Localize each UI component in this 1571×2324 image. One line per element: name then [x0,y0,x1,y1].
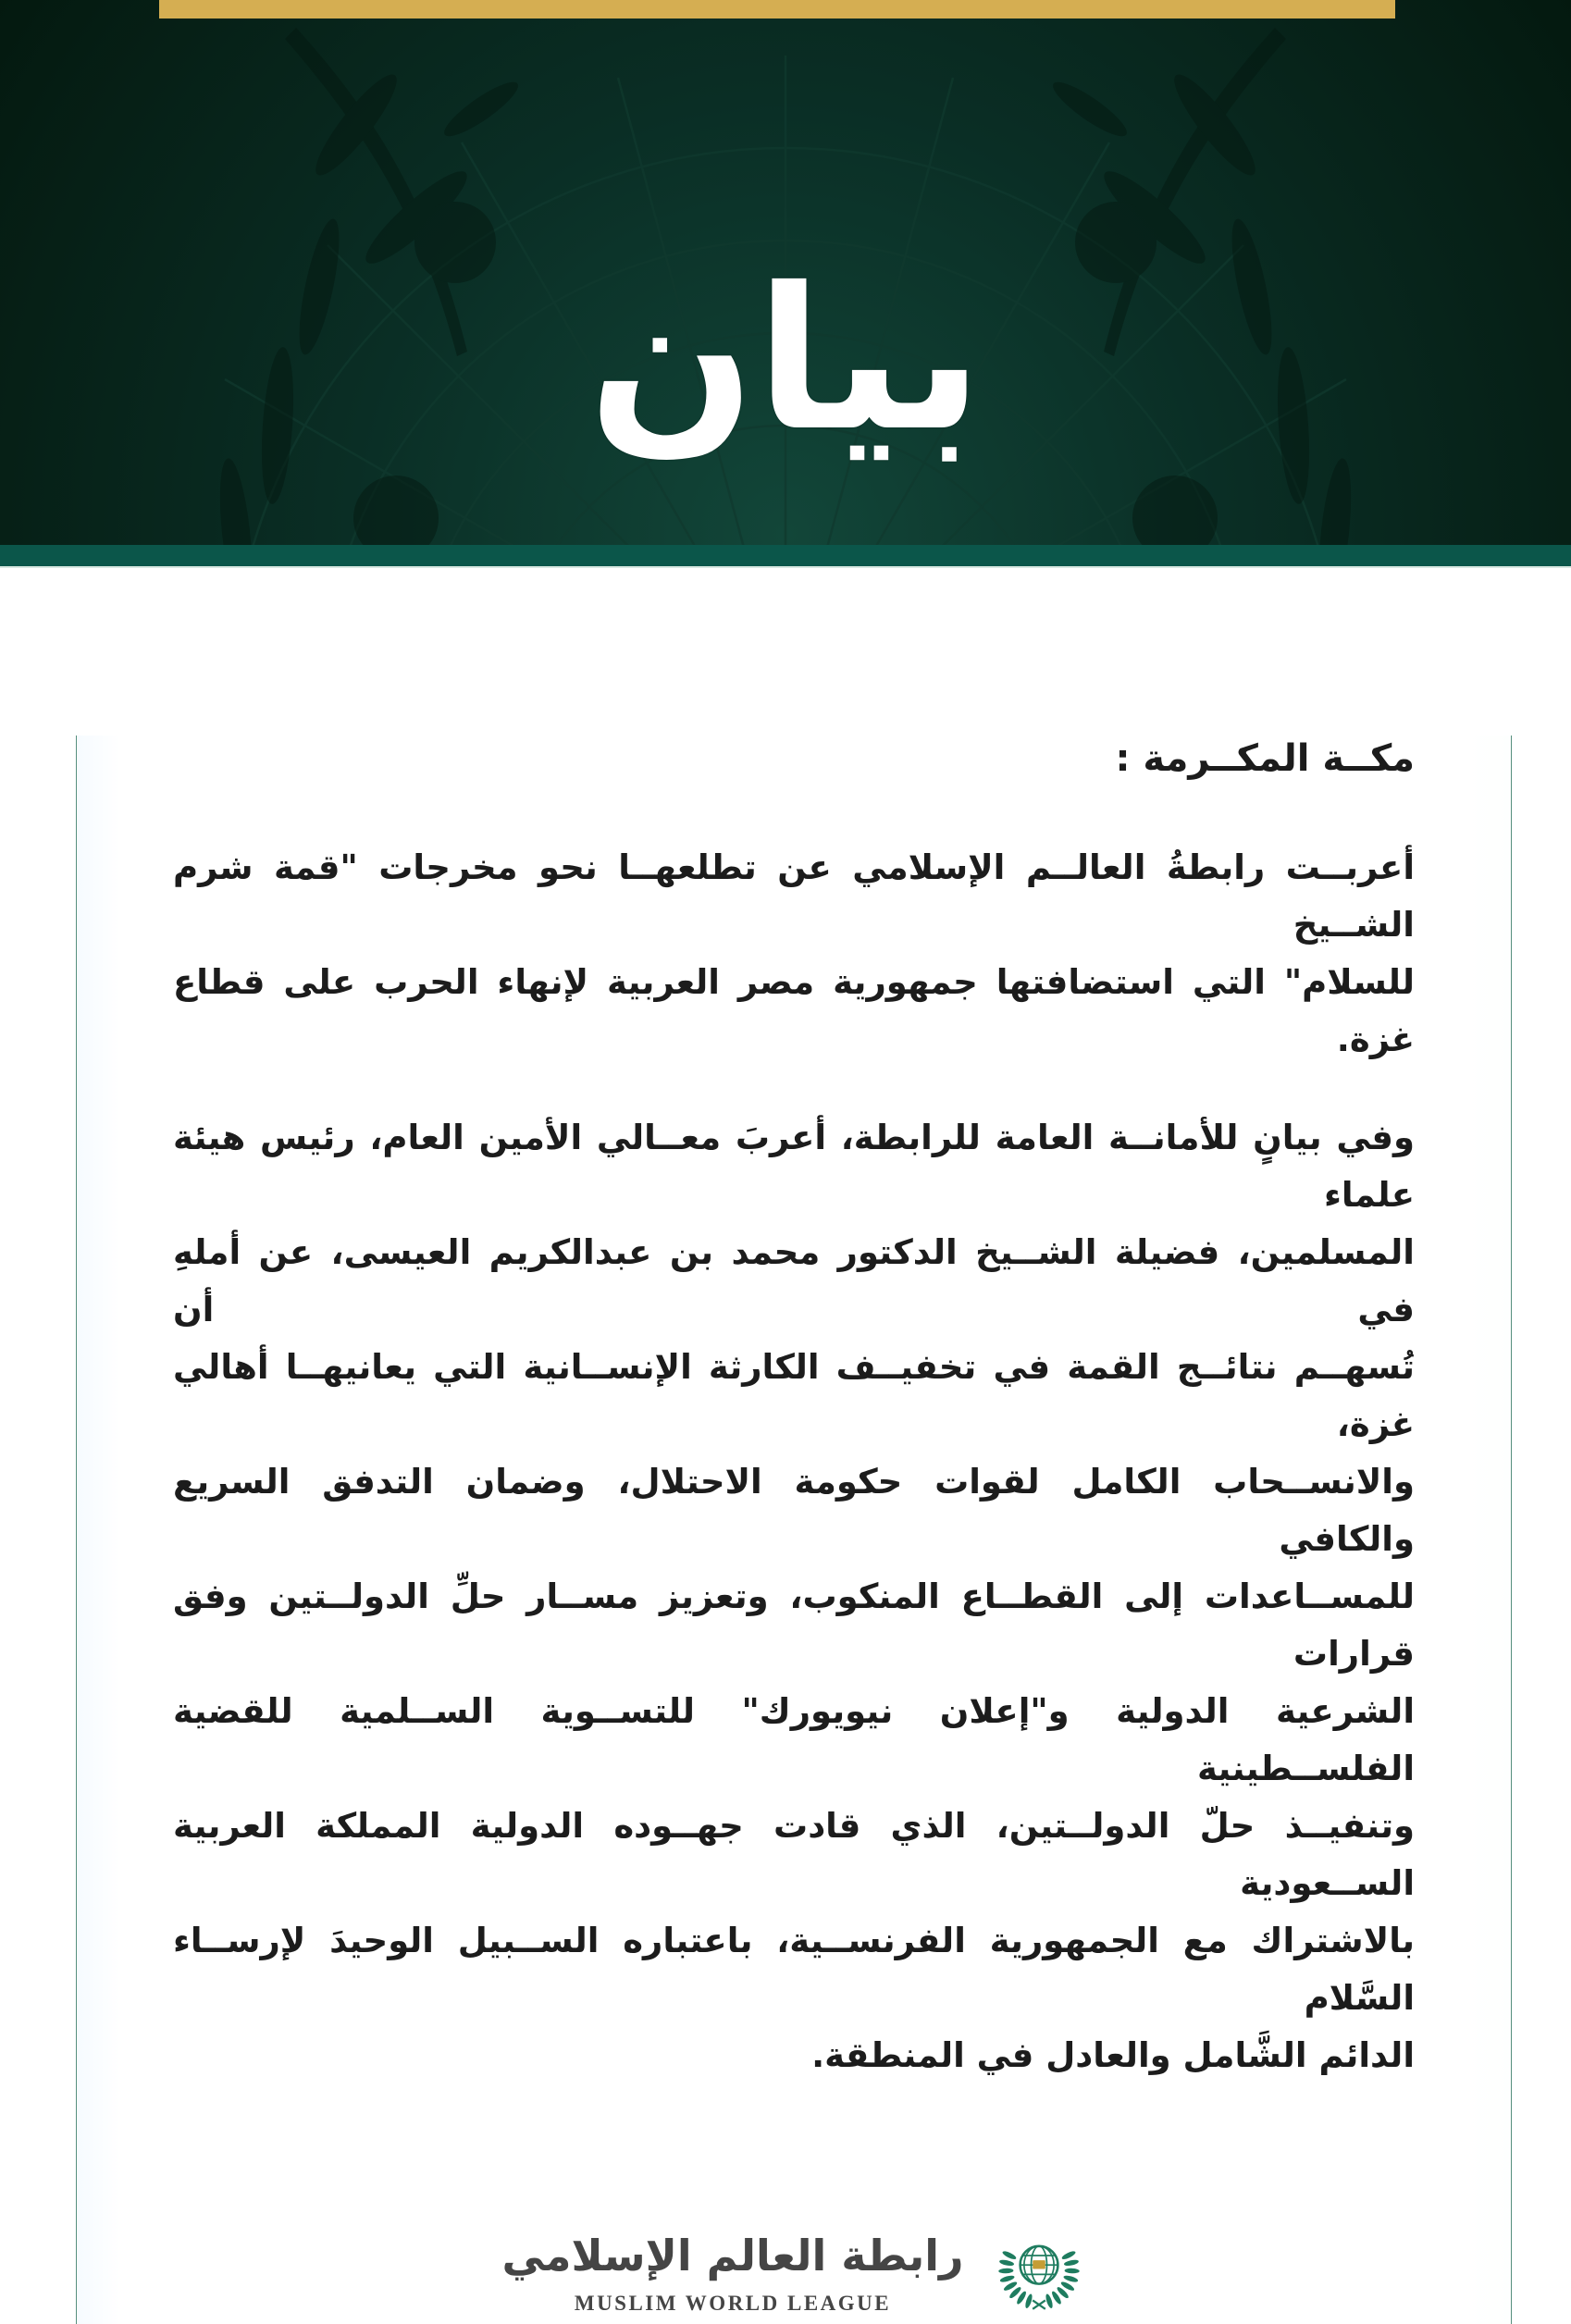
paragraph-2 [173,1109,1415,2084]
text-line: المسلمين، فضيلة الشــيخ الدكتور محمد بن عبدالكريم العيسى، عن أملهِ في أن [173,1232,1415,1329]
statement-title-calligraphy: بيان [588,245,983,474]
mwl-arabic-calligraphy: رابطة العالم الإسلامي [501,2230,964,2281]
dateline-heading: مكــة المكــرمة : [1115,737,1415,780]
gold-accent-bar [159,0,1395,19]
mwl-english-name: MUSLIM WORLD LEAGUE [574,2292,892,2316]
text-line: بالاشتراك مع الجمهورية الفرنســية، باعتباره الســبيل الوحيدَ لإرســاء السَّلام [173,1921,1415,2018]
text-line: وفي بيانٍ للأمانــة العامة للرابطة، أعربَ معــالي الأمين العام، رئيس هيئة علماء [173,1118,1415,1215]
teal-divider-strip [0,545,1571,566]
text-line: للمســاعدات إلى القطــاع المنكوب، وتعزيز مســار حلِّ الدولــتين وفق قرارات [173,1576,1415,1674]
mwl-logo [173,2219,1415,2324]
paragraph-1 [173,839,1415,1069]
text-line: تُسهــم نتائــج القمة في تخفيــف الكارثة الإنســانية التي يعانيهــا أهالي غزة، [173,1347,1415,1444]
text-line: والانســحاب الكامل لقوات حكومة الاحتلال، وضمان التدفق السريع والكافي [173,1462,1415,1559]
mwl-logo-text [501,2227,963,2316]
header-banner [0,0,1571,545]
mwl-emblem-icon [992,2219,1086,2324]
text-line: للسلام" التي استضافتها جمهورية مصر العربية لإنهاء الحرب على قطاع غزة. [173,962,1415,1059]
text-line: الدائم الشَّامل والعادل في المنطقة. [811,2035,1415,2075]
text-line: وتنفيــذ حلّ الدولــتين، الذي قادت جهــوده الدولية المملكة العربية الســعودية [173,1806,1415,1903]
document-frame [76,736,1512,2324]
text-line: أعربــت رابطةُ العالــم الإسلامي عن تطلعهــا نحو مخرجات "قمة شرم الشــيخ [173,847,1415,945]
text-line: الشرعية الدولية و"إعلان نيويورك" للتســوية الســلمية للقضية الفلســطينية [173,1691,1415,1788]
